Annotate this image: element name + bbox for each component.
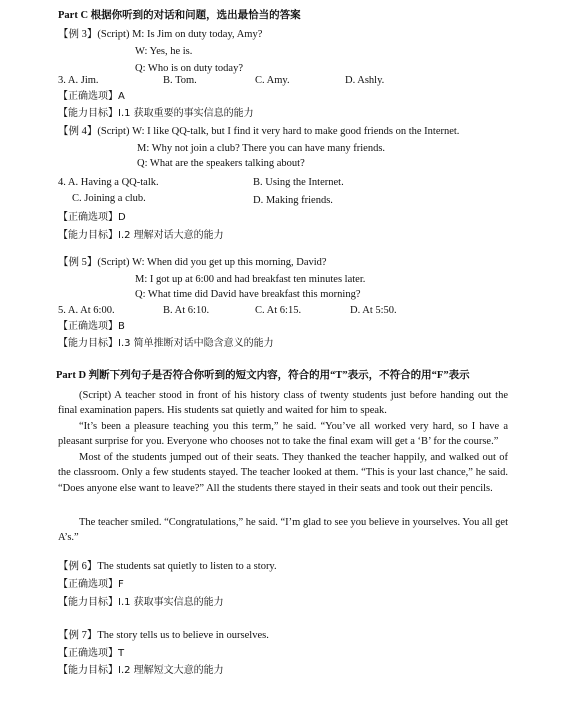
ex4-script-line-2: M: Why not join a club? There you can have many friends.	[137, 143, 386, 154]
ex5-answer: 【正确选项】B	[58, 321, 125, 332]
ex3-script-line-1: 【例 3】(Script) M: Is Jim on duty today, Amy?	[58, 29, 263, 40]
ex4-option-c: C. Joining a club.	[72, 193, 146, 204]
ex5-script-line-1: 【例 5】(Script) W: When did you get up this morning, David?	[58, 257, 327, 268]
ex5-ability: 【能力目标】I.3 简单推断对话中隐含意义的能力	[58, 338, 274, 349]
ex6-ability: 【能力目标】I.1 获取事实信息的能力	[58, 597, 224, 608]
ex4-script-line-1: 【例 4】(Script) W: I like QQ-talk, but I find it very hard to make good friends on the Internet.	[58, 126, 460, 137]
ex4-option-d: D. Making friends.	[253, 195, 333, 206]
ex5-option-d: D. At 5:50.	[350, 305, 397, 316]
passage-paragraph-1: (Script) A teacher stood in front of his history class of twenty students just before handing out the final examination papers. His students sat quietly and waited for him to speak.	[58, 390, 508, 417]
ex3-script-line-2: W: Yes, he is.	[135, 46, 193, 57]
ex4-question: Q: What are the speakers talking about?	[137, 158, 305, 169]
ex5-question: Q: What time did David have breakfast this morning?	[135, 289, 361, 300]
ex5-option-b: B. At 6:10.	[163, 305, 210, 316]
ex7-ability: 【能力目标】I.2 理解短文大意的能力	[58, 665, 224, 676]
ex7-statement: 【例 7】The story tells us to believe in ourselves.	[58, 630, 269, 641]
passage-paragraph-4: The teacher smiled. “Congratulations,” he said. “I’m glad to see you believe in yourselves. You all get A’s.”	[58, 517, 508, 544]
passage-paragraph-3: Most of the students jumped out of their seats. They thanked the teacher happily, and walked out of the classroom. Only a few students stayed. The teacher looked at them. “This is your last chance,” he said. “Does anyone else want to leave?” All the students there stayed in their seats and took out their pencils.	[58, 452, 508, 494]
ex5-option-c: C. At 6:15.	[255, 305, 302, 316]
ex4-answer: 【正确选项】D	[58, 212, 126, 223]
ex3-option-c: C. Amy.	[255, 75, 290, 86]
ex3-question: Q: Who is on duty today?	[135, 63, 244, 74]
part-d-heading: Part D 判断下列句子是否符合你听到的短文内容，符合的用“T”表示，不符合的用“F”表示	[56, 370, 470, 381]
ex4-option-b: B. Using the Internet.	[253, 177, 344, 188]
ex3-answer: 【正确选项】A	[58, 91, 125, 102]
ex3-ability: 【能力目标】I.1 获取重要的事实信息的能力	[58, 108, 254, 119]
ex3-option-a: 3. A. Jim.	[58, 75, 99, 86]
ex3-option-b: B. Tom.	[163, 75, 197, 86]
ex4-option-a: 4. A. Having a QQ-talk.	[58, 177, 159, 188]
ex7-answer: 【正确选项】T	[58, 648, 125, 659]
part-c-heading: Part C 根据你听到的对话和问题，选出最恰当的答案	[58, 10, 301, 21]
ex5-script-line-2: M: I got up at 6:00 and had breakfast ten minutes later.	[135, 274, 366, 285]
ex5-option-a: 5. A. At 6:00.	[58, 305, 115, 316]
ex3-option-d: D. Ashly.	[345, 75, 385, 86]
ex4-ability: 【能力目标】I.2 理解对话大意的能力	[58, 230, 224, 241]
passage-paragraph-2: “It’s been a pleasure teaching you this term,” he said. “You’ve all worked very hard, so I have a pleasant surprise for you. Everyone who chooses not to take the final exam will get a ‘B’ for the course.”	[58, 421, 508, 448]
ex6-statement: 【例 6】The students sat quietly to listen to a story.	[58, 561, 277, 572]
ex6-answer: 【正确选项】F	[58, 579, 124, 590]
